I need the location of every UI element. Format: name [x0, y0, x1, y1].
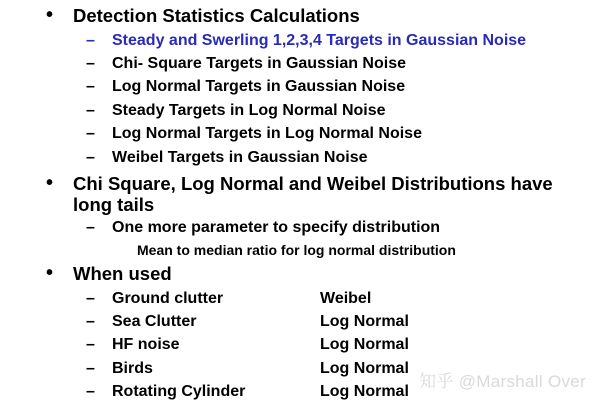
- list-item-text: Log Normal Targets in Gaussian Noise: [112, 78, 406, 95]
- watermark: 知乎 @Marshall Over: [419, 372, 586, 391]
- dash-icon: –: [86, 336, 95, 353]
- row-label: Ground clutter: [112, 290, 224, 307]
- dash-icon: –: [86, 78, 95, 95]
- row-value: Log Normal: [320, 383, 409, 400]
- dash-icon: –: [86, 290, 95, 307]
- row-label: Birds: [112, 360, 153, 377]
- row-label: Sea Clutter: [112, 313, 197, 330]
- dash-icon: –: [86, 32, 95, 49]
- list-item-text: Steady and Swerling 1,2,3,4 Targets in Gaussian Noise: [112, 32, 527, 49]
- list-item-text: Chi- Square Targets in Gaussian Noise: [112, 55, 406, 72]
- sub-item: Mean to median ratio for log normal distribution: [137, 242, 456, 258]
- dash-icon: –: [86, 383, 95, 400]
- row-value: Log Normal: [320, 336, 409, 353]
- section-title: Detection Statistics Calculations: [73, 5, 360, 26]
- bullet-icon: •: [46, 172, 54, 194]
- list-item-text: Weibel Targets in Gaussian Noise: [112, 149, 368, 166]
- dash-icon: –: [86, 102, 95, 119]
- list-item-text: Log Normal Targets in Log Normal Noise: [112, 125, 422, 142]
- dash-icon: –: [86, 219, 95, 236]
- section-title-line2: long tails: [73, 194, 155, 215]
- bullet-icon: •: [46, 262, 54, 284]
- dash-icon: –: [86, 149, 95, 166]
- list-item-text: One more parameter to specify distribution: [112, 219, 441, 236]
- row-label: HF noise: [112, 336, 180, 353]
- dash-icon: –: [86, 313, 95, 330]
- bullet-icon: •: [46, 4, 54, 26]
- list-item-text: Steady Targets in Log Normal Noise: [112, 102, 386, 119]
- dash-icon: –: [86, 125, 95, 142]
- row-value: Weibel: [320, 290, 372, 307]
- row-value: Log Normal: [320, 313, 409, 330]
- dash-icon: –: [86, 360, 95, 377]
- dash-icon: –: [86, 55, 95, 72]
- row-label: Rotating Cylinder: [112, 383, 246, 400]
- section-title: When used: [73, 263, 172, 284]
- row-value: Log Normal: [320, 360, 409, 377]
- section-title-line1: Chi Square, Log Normal and Weibel Distributions have: [73, 173, 553, 194]
